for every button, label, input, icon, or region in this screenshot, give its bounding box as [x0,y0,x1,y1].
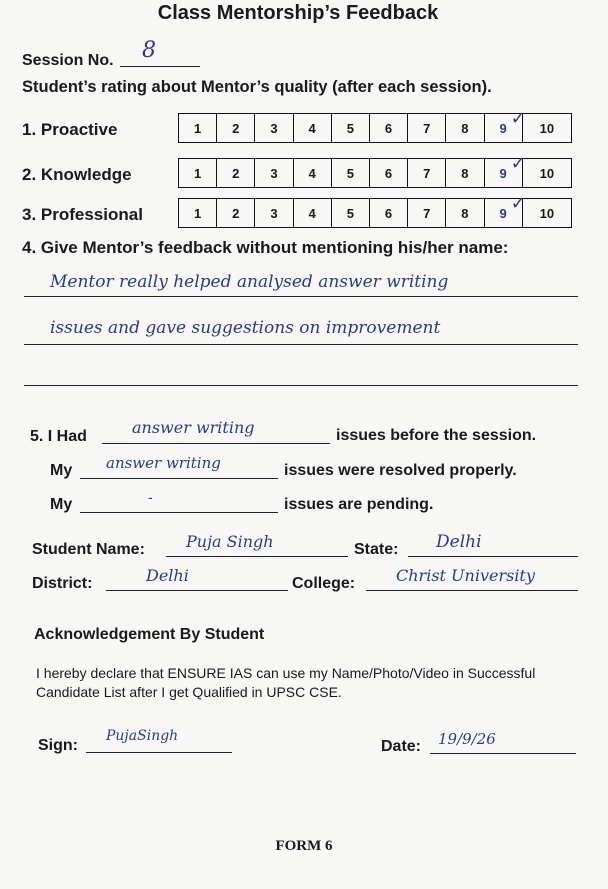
rating-option-label: 1 [193,205,202,221]
rating-option-label: 3 [270,120,278,136]
form-title: Class Mentorship’s Feedback [157,2,439,24]
rating-option-label: 2 [232,120,240,136]
rating-option-label: 8 [461,205,469,221]
rating-label: 2. Knowledge [22,165,132,184]
q5-resolved-suffix: issues were resolved properly. [284,462,517,479]
state-label: State: [354,541,399,558]
rating-option-label: 6 [384,165,393,181]
rating-option-10[interactable] [523,159,571,187]
rating-option-label: 1 [193,120,202,136]
student-name-label: Student Name: [32,541,145,558]
check-mark-icon: ✓ [510,153,526,174]
q5-had-suffix: issues before the session. [336,427,537,444]
rating-option-label: 8 [461,165,469,181]
rating-option-1[interactable] [179,159,217,187]
rating-option-7[interactable] [408,114,446,142]
district-line [106,590,288,591]
feedback-line-2 [24,344,578,345]
college-label: College: [292,575,356,592]
rating-option-label: 9 [499,205,507,221]
rating-scale [178,153,572,188]
rating-option-label: 7 [423,205,431,221]
feedback-line-1 [24,296,578,297]
feedback-heading: 4. Give Mentor’s feedback without mentioning his/her name: [22,238,509,257]
rating-option-9[interactable] [485,108,526,142]
college-line [366,590,578,591]
rating-option-label: 5 [346,165,354,181]
rating-option-label: 9 [499,165,507,181]
student-name-line [166,556,348,557]
rating-option-label: 2 [232,205,240,221]
q5-had-prefix: 5. I Had [30,428,87,445]
state-value[interactable]: Delhi [436,532,482,552]
q5-resolved-line [80,478,278,479]
date-value[interactable]: 19/9/26 [438,730,496,748]
rating-option-label: 10 [539,165,555,181]
signature[interactable]: PujaSingh [106,728,179,744]
rating-option-8[interactable] [446,159,484,187]
feedback-text-1[interactable]: Mentor really helped analysed answer writing [50,272,449,292]
rating-option-7[interactable] [408,199,446,227]
ack-text-2: Candidate List after I get Qualified in UPSC CSE. [36,684,342,700]
feedback-text-2[interactable]: issues and gave suggestions on improvement [50,318,441,338]
check-mark-icon: ✓ [510,108,526,129]
rating-option-7[interactable] [408,159,446,187]
rating-option-4[interactable] [294,114,332,142]
rating-option-label: 7 [423,120,431,136]
rating-option-label: 9 [499,120,507,136]
college-value[interactable]: Christ University [396,566,535,585]
rating-heading: Student’s rating about Mentor’s quality (after each session). [22,78,492,96]
sign-line [86,752,232,753]
date-label: Date: [381,738,422,755]
rating-option-label: 5 [346,205,354,221]
rating-option-label: 8 [461,120,469,136]
rating-option-3[interactable] [255,114,293,142]
rating-option-label: 3 [270,165,278,181]
q5-pending-line [80,512,278,513]
rating-option-3[interactable] [255,199,293,227]
session-line [120,66,200,67]
feedback-line-3 [24,385,578,386]
q5-pending-prefix: My [50,496,73,513]
form-number: FORM 6 [275,838,333,854]
sign-label: Sign: [38,737,78,754]
rating-option-1[interactable] [179,199,217,227]
rating-option-5[interactable] [332,159,370,187]
check-mark-icon: ✓ [510,193,526,214]
ack-heading: Acknowledgement By Student [34,626,265,643]
rating-option-label: 2 [232,165,240,181]
rating-option-1[interactable] [179,114,217,142]
rating-option-5[interactable] [332,199,370,227]
session-label: Session No. [22,52,114,69]
date-line [430,753,576,754]
rating-option-label: 4 [308,120,316,136]
rating-option-label: 1 [193,165,202,181]
rating-option-label: 10 [539,205,555,221]
rating-option-4[interactable] [294,159,332,187]
district-value[interactable]: Delhi [146,566,189,585]
rating-label: 1. Proactive [22,120,118,139]
district-label: District: [32,575,93,592]
q5-resolved-prefix: My [50,462,73,479]
rating-scale [178,193,572,228]
rating-option-label: 6 [384,205,393,221]
rating-option-9[interactable] [485,193,526,227]
rating-option-label: 7 [423,165,431,181]
student-name-value[interactable]: Puja Singh [186,532,274,551]
session-value[interactable]: 8 [142,38,156,63]
ack-text-1: I hereby declare that ENSURE IAS can use my Name/Photo/Video in Successful [36,665,536,681]
rating-option-label: 5 [346,120,354,136]
rating-option-6[interactable] [370,199,408,227]
rating-option-6[interactable] [370,114,408,142]
q5-had-line [102,443,330,444]
rating-option-3[interactable] [255,159,293,187]
state-line [408,556,578,557]
rating-option-5[interactable] [332,114,370,142]
rating-option-2[interactable] [217,114,255,142]
q5-pending-suffix: issues are pending. [284,496,434,513]
q5-pending-value[interactable]: - [148,490,153,506]
rating-scale [178,108,572,143]
rating-option-2[interactable] [217,159,255,187]
rating-option-label: 4 [308,205,316,221]
rating-option-label: 10 [539,120,555,136]
q5-resolved-value[interactable]: answer writing [106,454,221,472]
q5-had-value[interactable]: answer writing [132,418,255,437]
rating-option-label: 3 [270,205,278,221]
rating-label: 3. Professional [22,205,143,224]
rating-option-2[interactable] [217,199,255,227]
rating-option-9[interactable] [485,153,526,187]
rating-option-label: 4 [308,165,316,181]
rating-option-10[interactable] [523,199,571,227]
rating-option-8[interactable] [446,114,484,142]
rating-option-10[interactable] [523,114,571,142]
rating-option-label: 6 [384,120,393,136]
rating-option-4[interactable] [294,199,332,227]
rating-option-6[interactable] [370,159,408,187]
rating-option-8[interactable] [446,199,484,227]
